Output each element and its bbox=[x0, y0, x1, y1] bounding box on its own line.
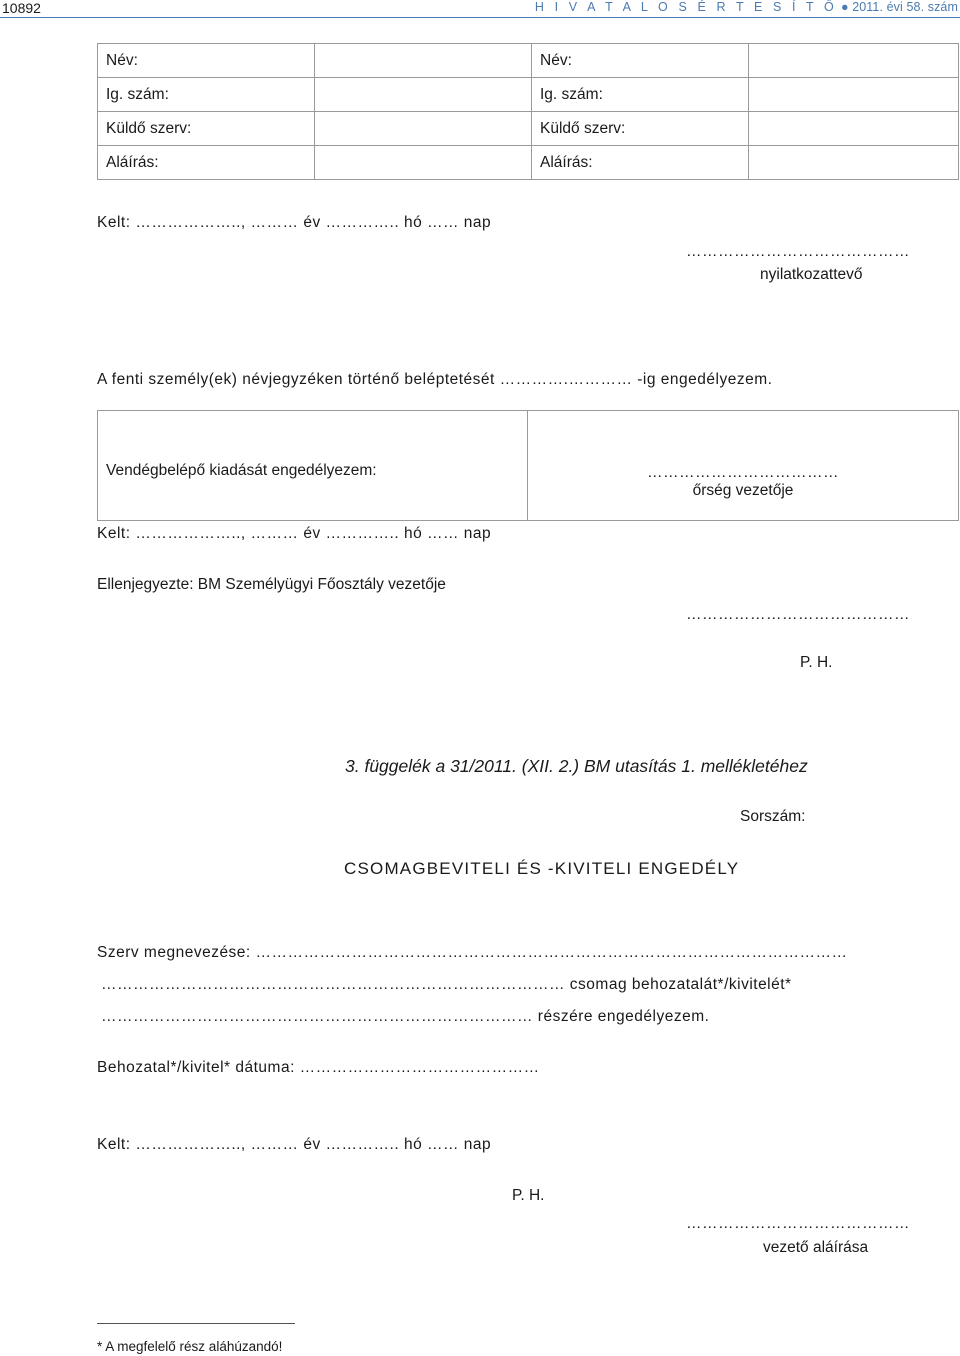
transfer-date-line: Behozatal*/kivitel* dátuma: ……………………………………… bbox=[97, 1059, 540, 1076]
date-line-3: Kelt: ……………….., ……… év ………….. hó …… nap bbox=[97, 1136, 492, 1153]
id-value-left[interactable] bbox=[315, 78, 532, 112]
footnote-rule bbox=[97, 1323, 295, 1324]
name-label-left: Név: bbox=[98, 44, 315, 78]
guard-dots: ……………………………… bbox=[647, 463, 839, 481]
name-label-right: Név: bbox=[532, 44, 749, 78]
bullet-icon: ● bbox=[840, 0, 849, 14]
signature-value-right[interactable] bbox=[749, 146, 959, 180]
issue-number: 2011. évi 58. szám bbox=[852, 0, 958, 14]
permission-sentence: A fenti személy(ek) névjegyzéken történő beléptetését ………….………… -ig engedélyezem. bbox=[97, 371, 773, 388]
id-label-right: Ig. szám: bbox=[532, 78, 749, 112]
table-row bbox=[98, 44, 959, 78]
guest-pass-table bbox=[97, 410, 959, 521]
date-line-1: Kelt: ……………….., ……… év ………….. hó …… nap bbox=[97, 214, 492, 231]
stamp-label-1: P. H. bbox=[800, 654, 833, 671]
declarant-label: nyilatkozattevő bbox=[760, 266, 863, 283]
org-value-left[interactable] bbox=[315, 112, 532, 146]
header-rule bbox=[0, 17, 960, 18]
stamp-label-2: P. H. bbox=[512, 1187, 545, 1204]
signature-label-left: Aláírás: bbox=[98, 146, 315, 180]
guard-label: őrség vezetője bbox=[692, 481, 794, 499]
date-line-2: Kelt: ……………….., ……… év ………….. hó …… nap bbox=[97, 525, 492, 542]
form-title: CSOMAGBEVITELI ÉS -KIVITELI ENGEDÉLY bbox=[344, 859, 740, 878]
table-row bbox=[98, 78, 959, 112]
page-number: 10892 bbox=[2, 0, 41, 16]
signatory-table bbox=[97, 43, 959, 180]
appendix-title: 3. függelék a 31/2011. (XII. 2.) BM utasítás 1. mellékletéhez bbox=[345, 756, 808, 776]
name-value-right[interactable] bbox=[749, 44, 959, 78]
signature-label-right: Aláírás: bbox=[532, 146, 749, 180]
footnote: * A megfelelő rész aláhúzandó! bbox=[97, 1339, 283, 1354]
running-header bbox=[535, 0, 958, 14]
org-label-right: Küldő szerv: bbox=[532, 112, 749, 146]
id-value-right[interactable] bbox=[749, 78, 959, 112]
countersign-label: Ellenjegyezte: BM Személyügyi Főosztály vezetője bbox=[97, 576, 446, 593]
guest-pass-label: Vendégbelépő kiadását engedélyezem: bbox=[98, 411, 528, 521]
table-row bbox=[98, 411, 959, 521]
leader-dots: …………………………………… bbox=[686, 1215, 910, 1232]
org-label-left: Küldő szerv: bbox=[98, 112, 315, 146]
id-label-left: Ig. szám: bbox=[98, 78, 315, 112]
serial-label: Sorszám: bbox=[740, 808, 806, 825]
org-name-line: Szerv megnevezése: ………………………………………………………………………………………………… bbox=[97, 944, 848, 961]
declarant-dots: …………………………………… bbox=[686, 243, 910, 260]
package-line: …………………………………………………………………………… csomag behozatalát*/kivitelét* bbox=[101, 976, 792, 993]
guard-signature-cell[interactable] bbox=[528, 411, 959, 521]
recipient-line: ……………………………………………………………………… részére engedélyezem. bbox=[101, 1008, 710, 1025]
org-value-right[interactable] bbox=[749, 112, 959, 146]
signature-value-left[interactable] bbox=[315, 146, 532, 180]
table-row bbox=[98, 146, 959, 180]
countersign-dots: …………………………………… bbox=[686, 606, 910, 623]
name-value-left[interactable] bbox=[315, 44, 532, 78]
table-row bbox=[98, 112, 959, 146]
journal-name: H I V A T A L O S É R T E S Í T Ő bbox=[534, 0, 838, 14]
leader-signature-label: vezető aláírása bbox=[763, 1239, 869, 1256]
